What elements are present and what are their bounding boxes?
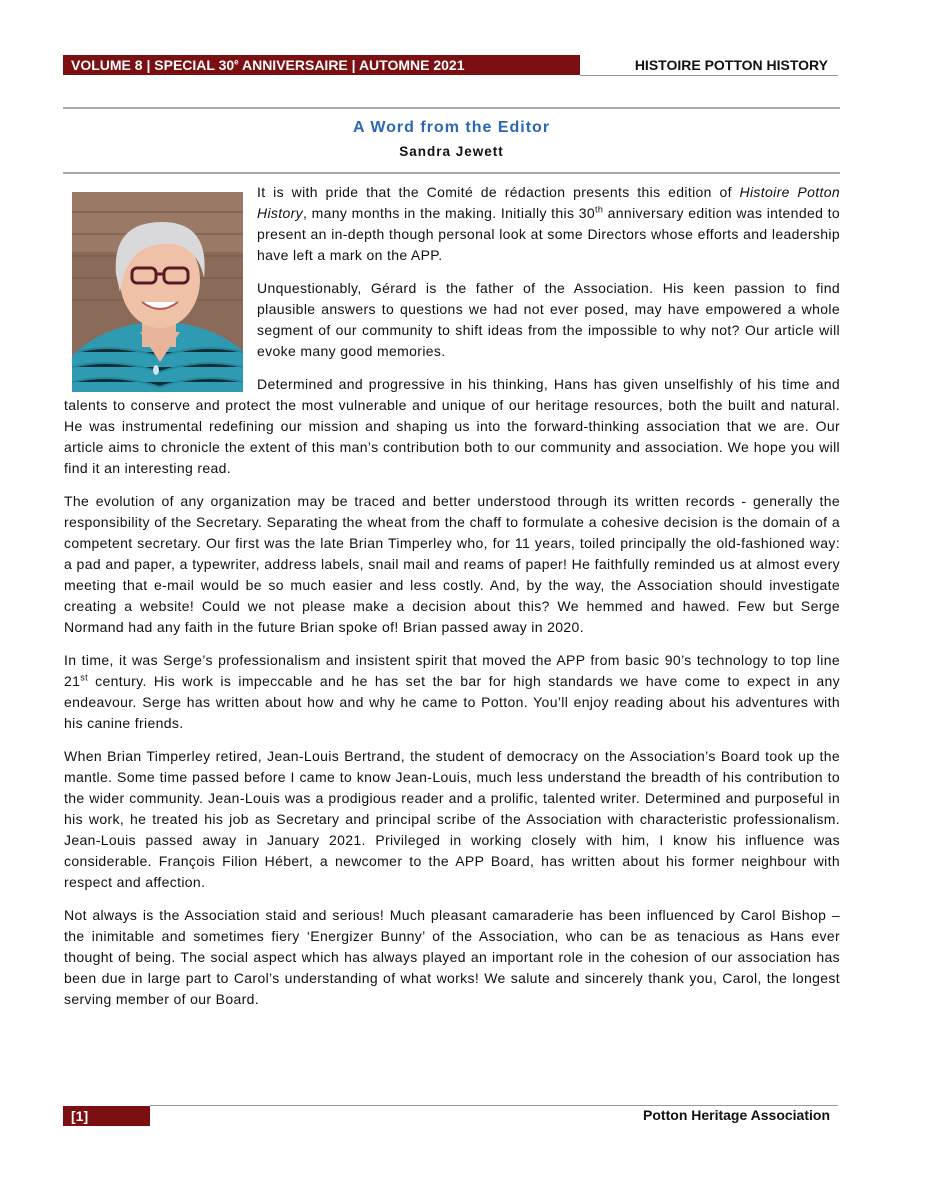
article-body xyxy=(64,182,840,1022)
photo-spacer xyxy=(64,182,257,395)
title-top-rule xyxy=(63,107,840,109)
paragraph-1: It is with pride that the Comité de rédaction presents this edition of Histoire Potton History, many months in the making. Initially this 30th anniversary edition was intended to present an in-depth though personal look at some Directors whose efforts and leadership have left a mark on the APP. xyxy=(257,184,840,263)
paragraph-2: Unquestionably, Gérard is the father of the Association. His keen passion to find plausible answers to questions we had not ever posed, may have empowered a whole segment of our community to shift ideas from the impossible to why not? Our article will evoke many good memories. xyxy=(257,280,840,359)
page-number: [1] xyxy=(71,1108,89,1124)
paragraph-5: In time, it was Serge’s professionalism and insistent spirit that moved the APP from basic 90’s technology to top line 21st century. His work is impeccable and he has set the bar for high standards we have come to expect in any endeavour. Serge has written about how and why he came to Potton. You’ll enjoy reading about his adventures with his canine friends. xyxy=(64,652,840,731)
footer-organization: Potton Heritage Association xyxy=(643,1107,830,1123)
paragraph-3: Determined and progressive in his thinking, Hans has given unselfishly of his time and talents to conserve and protect the most vulnerable and unique of our heritage resources, both the built and natural. He was instrumental redefining our mission and shaping us into the forward-thinking association that we are. Our article aims to chronicle the extent of this man’s contribution both to our community and association. We hope you will find it an interesting read. xyxy=(64,376,840,476)
paragraph-4: The evolution of any organization may be traced and better understood through its written records - generally the responsibility of the Secretary. Separating the wheat from the chaff to formulate a cohesive decision is the domain of a competent secretary. Our first was the late Brian Timperley who, for 11 years, toiled principally the old-fashioned way: a pad and paper, a typewriter, address labels, snail mail and reams of paper! He faithfully reminded us at almost every meeting that e-mail would be so much easier and less costly. And, by the way, the Association should investigate creating a website! Could we not please make a decision about this? We hemmed and hawed. Few but Serge Normand had any faith in the future Brian spoke of! Brian passed away in 2020. xyxy=(64,493,840,635)
page-header xyxy=(63,55,838,77)
paragraph-6: When Brian Timperley retired, Jean-Louis Bertrand, the student of democracy on the Association’s Board took up the mantle. Some time passed before I came to know Jean-Louis, much less understand the breadth of his contribution to the wider community. Jean-Louis was a prodigious reader and a prolific, talented writer. Determined and purposeful in his work, he treated his job as Secretary and principal scribe of the Association with characteristic professionalism. Jean-Louis passed away in January 2021. Privileged in working closely with him, I know his influence was considerable. François Filion Hébert, a newcomer to the APP Board, has written about his former neighbour with respect and affection. xyxy=(64,748,840,890)
paragraph-7: Not always is the Association staid and serious! Much pleasant camaraderie has been influenced by Carol Bishop – the inimitable and sometimes fiery ‘Energizer Bunny’ of the Association, who can be as tenacious as Hans ever thought of being. The social aspect which has always played an important role in the cohesion of our association has been due in large part to Carol’s understanding of what works! We salute and sincerely thank you, Carol, the longest serving member of our Board. xyxy=(64,907,840,1007)
header-divider xyxy=(580,75,838,76)
footer-page-band xyxy=(63,1106,150,1126)
article-title: A Word from the Editor xyxy=(352,119,551,136)
header-band xyxy=(63,55,580,75)
title-bottom-rule xyxy=(63,172,840,174)
header-issue-label: VOLUME 8 | SPECIAL 30e ANNIVERSAIRE | AUTOMNE 2021 xyxy=(71,57,465,73)
article-author: Sandra Jewett xyxy=(399,144,504,159)
header-publication-title: HISTOIRE POTTON HISTORY xyxy=(634,57,828,73)
footer-divider xyxy=(150,1105,838,1106)
